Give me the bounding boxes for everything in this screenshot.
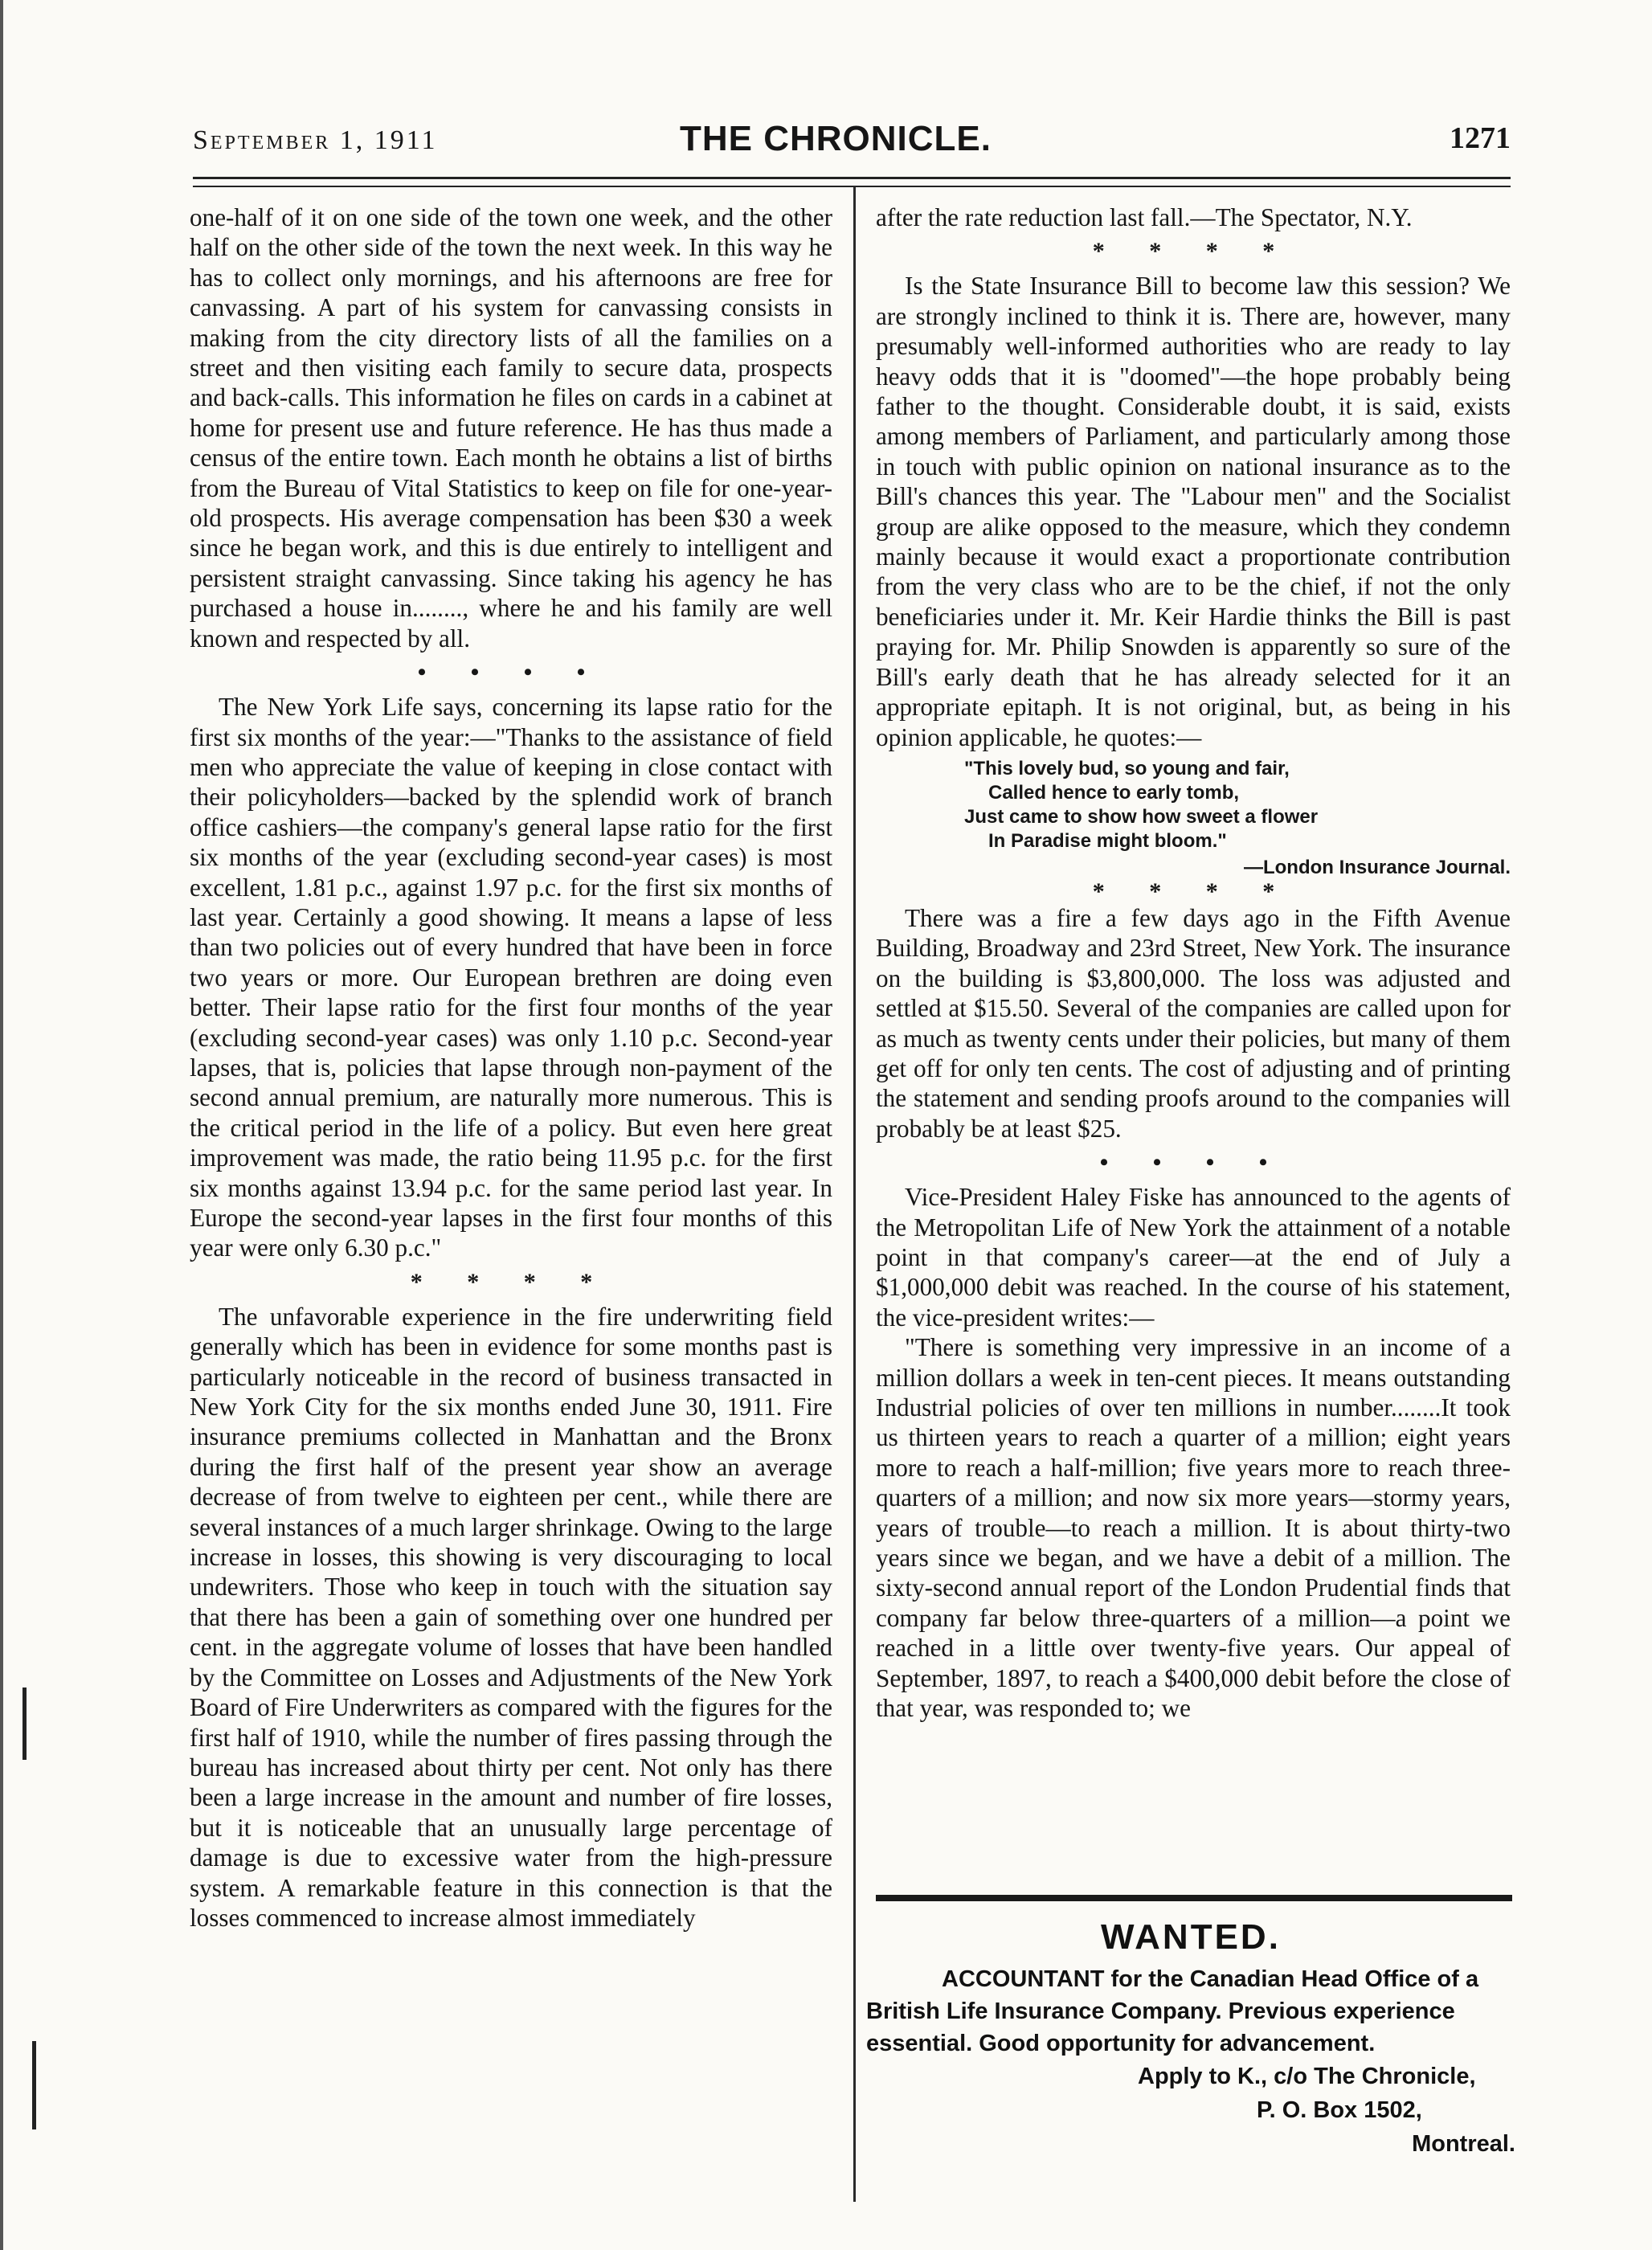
- page-header: [161, 112, 1511, 174]
- column-divider: [853, 186, 856, 2202]
- article-paragraph: one-half of it on one side of the town one week, and the other half on the other side of the town the next week. In this way he has to collect only mornings, and his afternoons are free for canvassing. A part of his system for canvassing consists in making from the city directory lists of all the families on a street and then visiting each family to secure data, prospects and back-calls. This information he files on cards in a cabinet at home for present use and future reference. He has thus made a census of the entire town. Each month he obtains a list of births from the Bureau of Vital Statistics to keep on file for one-year-old prospects. His average compensation has been $30 a week since he began work, and this is due entirely to intelligent and persistent straight canvassing. Since taking his agency he has purchased a house in........, where he and his family are well known and respected by all.: [190, 203, 832, 652]
- ad-title: WANTED.: [1101, 1917, 1281, 1957]
- ad-city-line: Montreal.: [1412, 2131, 1515, 2157]
- advertisement-rule: [876, 1895, 1512, 1901]
- margin-mark: [22, 1688, 27, 1760]
- section-separator: * * * *: [1092, 238, 1294, 265]
- article-paragraph: There was a fire a few days ago in the Fifth Avenue Building, Broadway and 23rd Street, New York. The insurance on the building is $3,800,000. The loss was adjusted and settled at $15.50. Several of the companies are called upon for as much as twenty cents under their policies, but many of them get off for only ten cents. The cost of adjusting and of printing the statement and sending proofs around to the companies will probably be at least $25.: [876, 903, 1511, 1143]
- wanted-advertisement: [866, 1917, 1515, 2161]
- ad-line: ACCOUNTANT for the Canadian Head Office of a: [942, 1966, 1479, 1992]
- ad-contact: [866, 2060, 1515, 2161]
- poem-line: Called hence to early tomb,: [988, 781, 1240, 804]
- article-paragraph: The New York Life says, concerning its lapse ratio for the first six months of the year:—"Thanks to the assistance of field men who appreciate the value of keeping in close contact with their policyholders—backed by the splendid work of branch office cashiers—the company's general lapse ratio for the first six months of the year (excluding second-year cases) is most excellent, 1.81 p.c., against 1.97 p.c. for the first six months of last year. Certainly a good showing. It means a lapse of less than two policies out of every hundred that have been in force two years or more. Our European brethren are doing even better. Their lapse ratio for the first four months of the year (excluding second-year cases) was only 1.10 p.c. Second-year lapses, that is, policies that lapse through non-payment of the second annual premium, are naturally more numerous. This is the critical period in the life of a policy. But even here great improvement was made, the ratio being 11.95 p.c. for the first six months against 13.94 p.c. for the same period last year. In Europe the second-year lapses in the first four months of this year were only 6.30 p.c.": [190, 693, 832, 1262]
- header-date: September 1, 1911: [193, 125, 438, 155]
- ad-address-line: P. O. Box 1502,: [1257, 2097, 1422, 2123]
- publication-title: THE CHRONICLE.: [680, 119, 992, 158]
- article-paragraph: Is the State Insurance Bill to become law this session? We are strongly inclined to think it is. There are, however, many presumably well-informed authorities who are ready to lay heavy odds that it is "doomed"—the hope probably being father to the thought. Considerable doubt, it is said, exists among members of Parliament, and particularly among those in touch with public opinion on national insurance as to the Bill's chances this year. The "Labour men" and the Socialist group are alike opposed to the measure, which they condemn mainly because it would exact a proportionate contribution from the very class who are to be the chief, if not the only beneficiaries under it. Mr. Keir Hardie thinks the Bill is past praying for. Mr. Philip Snowden is apparently so sure of the Bill's early death that he has already selected for it an appropriate epitaph. It is not original, but, as being in his opinion applicable, he quotes:—: [876, 272, 1511, 751]
- page-number: 1271: [1450, 121, 1511, 155]
- section-separator: * * * *: [1092, 878, 1294, 905]
- article-paragraph: "There is something very impressive in an income of a million dollars a week in ten-cent pieces. It means outstanding Industrial policies of over ten millions in number........It took us thirteen years to reach a quarter of a million; eight years more to reach a half-million; five years more to reach three-quarters of a million; and now six more years—stormy years, years of trouble—to reach a million. It is about thirty-two years since we began, and we have a debit of a million. The sixty-second annual report of the London Prudential finds that company far below three-quarters of a million—a point we reached in a little over twenty-five years. Our appeal of September, 1897, to reach a $400,000 debit before the close of that year, was responded to; we: [876, 1333, 1511, 1723]
- poem-line: "This lovely bud, so young and fair,: [964, 757, 1290, 779]
- header-rule: [193, 177, 1511, 187]
- article-paragraph: after the rate reduction last fall.—The Spectator, N.Y.: [876, 203, 1413, 231]
- section-separator: * * * *: [410, 1268, 612, 1295]
- article-paragraph: Vice-President Haley Fiske has announced to the agents of the Metropolitan Life of New York the attainment of a notable point in that company's career—at the end of July a $1,000,000 debit was reached. In the course of his statement, the vice-president writes:—: [876, 1183, 1511, 1332]
- section-separator: • • • •: [417, 659, 605, 686]
- ad-line: essential. Good opportunity for advancement.: [866, 2031, 1376, 2056]
- left-column: [190, 202, 832, 1933]
- section-separator: • • • •: [1099, 1149, 1287, 1176]
- poem-line: In Paradise might bloom.": [988, 829, 1227, 852]
- poem-source: —London Insurance Journal.: [1243, 856, 1511, 878]
- article-paragraph: The unfavorable experience in the fire underwriting field generally which has been in evidence for some months past is particularly noticeable in the record of business transacted in New York City for the six months ended June 30, 1911. Fire insurance premiums collected in Manhattan and the Bronx during the first half of the present year show an average decrease of from twelve to eighteen per cent., while there are several instances of a much larger shrinkage. Owing to the large increase in losses, this showing is very discouraging to local undewriters. Those who keep in touch with the situation say that there has been a gain of something over one hundred per cent. in the aggregate volume of losses that have been handled by the Committee on Losses and Adjustments of the New York Board of Fire Underwriters as compared with the figures for the first half of 1910, while the number of fires passing through the bureau has increased about thirty per cent. Not only has there been a large increase in the amount and number of fire losses, but it is noticeable that an unusually large percentage of damage is due to excessive water from the high-pressure system. A remarkable feature in this connection is that the losses commenced to increase almost immediately: [190, 1302, 832, 1932]
- page-edge-shadow: [0, 0, 3, 2250]
- quoted-poem: [876, 757, 1511, 853]
- margin-mark: [32, 2041, 36, 2129]
- right-column: [876, 202, 1511, 1723]
- ad-apply-line: Apply to K., c/o The Chronicle,: [1138, 2064, 1476, 2089]
- ad-body: [866, 1963, 1515, 2060]
- ad-line: British Life Insurance Company. Previous experience: [866, 1998, 1455, 2024]
- poem-line: Just came to show how sweet a flower: [964, 805, 1319, 828]
